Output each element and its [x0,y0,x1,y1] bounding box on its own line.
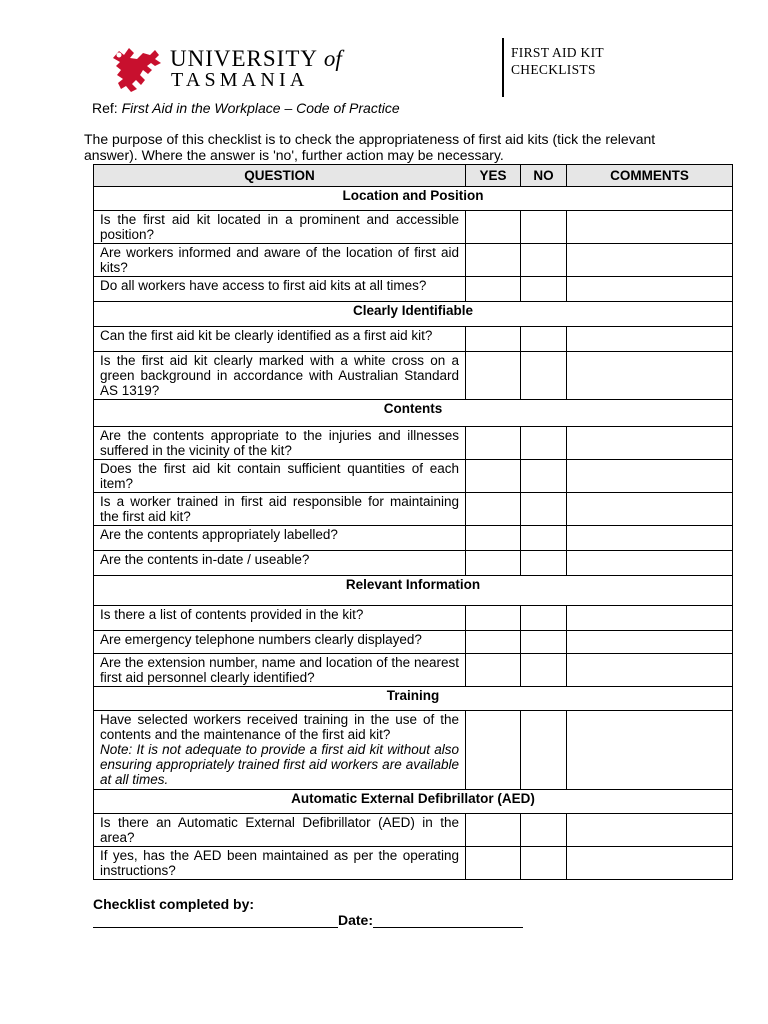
table-row [94,460,733,493]
no-cell[interactable] [521,526,567,551]
question-text: Are the contents appropriate to the injuries and illnesses suffered in the vicinity of the kit? [100,428,459,458]
yes-cell[interactable] [466,493,521,526]
table-body [94,187,733,880]
question-cell [94,427,466,460]
section-row [94,187,733,211]
no-cell[interactable] [521,631,567,654]
section-row [94,790,733,814]
comments-cell[interactable] [567,211,733,244]
training-note: Note: It is not adequate to provide a first aid kit without also ensuring appropriately trained first aid workers are available at all times. [100,742,459,787]
table-row [94,551,733,576]
question-text: Are emergency telephone numbers clearly displayed? [100,632,422,647]
reference-line: Ref: First Aid in the Workplace – Code of Practice [92,100,400,116]
question-text: Are workers informed and aware of the location of first aid kits? [100,245,459,275]
question-cell [94,277,466,302]
no-cell[interactable] [521,277,567,302]
header-divider [502,38,504,97]
document-title: FIRST AID KIT CHECKLISTS [511,45,604,77]
yes-cell[interactable] [466,327,521,352]
no-cell[interactable] [521,654,567,687]
logo-tasmania-text: TASMANIA [171,69,309,91]
table-row [94,244,733,277]
reference-document: First Aid in the Workplace – Code of Practice [121,100,400,116]
table-row [94,526,733,551]
question-text: Have selected workers received training in the use of the contents and the maintenance of the first aid kit? [100,712,459,742]
comments-cell[interactable] [567,427,733,460]
date-field[interactable] [373,913,523,928]
question-cell [94,460,466,493]
question-cell [94,814,466,847]
question-text: Do all workers have access to first aid kits at all times? [100,278,427,293]
section-title: Contents [94,400,733,427]
table-row [94,654,733,687]
section-row [94,400,733,427]
table-row [94,847,733,880]
question-cell [94,631,466,654]
header-comments: COMMENTS [567,165,733,187]
signature-line [93,912,523,928]
yes-cell[interactable] [466,526,521,551]
question-cell [94,551,466,576]
no-cell[interactable] [521,427,567,460]
comments-cell[interactable] [567,493,733,526]
table-row [94,352,733,400]
question-text: Are the contents appropriately labelled? [100,527,338,542]
comments-cell[interactable] [567,606,733,631]
yes-cell[interactable] [466,654,521,687]
lion-crest-icon [110,44,166,94]
comments-cell[interactable] [567,814,733,847]
question-text: Is there a list of contents provided in the kit? [100,607,364,622]
header-question: QUESTION [94,165,466,187]
no-cell[interactable] [521,493,567,526]
completed-by-label: Checklist completed by: [93,896,255,912]
comments-cell[interactable] [567,460,733,493]
question-cell [94,711,466,790]
question-cell [94,493,466,526]
question-text: Is a worker trained in first aid responsible for maintaining the first aid kit? [100,494,459,524]
section-title: Location and Position [94,187,733,211]
no-cell[interactable] [521,606,567,631]
no-cell[interactable] [521,460,567,493]
header-yes: YES [466,165,521,187]
no-cell[interactable] [521,244,567,277]
question-cell [94,654,466,687]
date-label: Date: [338,912,374,928]
table-row [94,814,733,847]
yes-cell[interactable] [466,244,521,277]
question-text: If yes, has the AED been maintained as per the operating instructions? [100,848,459,878]
yes-cell[interactable] [466,427,521,460]
question-cell [94,211,466,244]
comments-cell[interactable] [567,277,733,302]
table-row [94,493,733,526]
question-cell [94,606,466,631]
table-row [94,211,733,244]
logo-university-text: UNIVERSITY of [170,46,342,71]
yes-cell[interactable] [466,631,521,654]
question-cell [94,847,466,880]
table-row [94,631,733,654]
section-title: Clearly Identifiable [94,302,733,327]
no-cell[interactable] [521,352,567,400]
header-no: NO [521,165,567,187]
yes-cell[interactable] [466,211,521,244]
no-cell[interactable] [521,551,567,576]
yes-cell[interactable] [466,711,521,790]
question-text: Is the first aid kit clearly marked with a white cross on a green background in accordance with Australian Standard AS 1319? [100,353,459,398]
comments-cell[interactable] [567,654,733,687]
question-text: Are the contents in-date / useable? [100,552,310,567]
completed-by-field[interactable] [93,913,338,928]
comments-cell[interactable] [567,847,733,880]
comments-cell[interactable] [567,631,733,654]
comments-cell[interactable] [567,327,733,352]
section-row [94,302,733,327]
table-row [94,606,733,631]
question-text: Are the extension number, name and location of the nearest first aid personnel clearly identified? [100,655,459,685]
section-title: Training [94,687,733,711]
comments-cell[interactable] [567,526,733,551]
purpose-text: The purpose of this checklist is to check the appropriateness of first aid kits (tick the relevant answer). Where the answer is 'no', further action may be necessary. [84,131,656,163]
question-cell [94,526,466,551]
section-row [94,687,733,711]
comments-cell[interactable] [567,551,733,576]
no-cell[interactable] [521,211,567,244]
section-title: Relevant Information [94,576,733,606]
question-text: Can the first aid kit be clearly identified as a first aid kit? [100,328,433,343]
no-cell[interactable] [521,711,567,790]
no-cell[interactable] [521,814,567,847]
yes-cell[interactable] [466,460,521,493]
yes-cell[interactable] [466,814,521,847]
question-cell [94,327,466,352]
question-text: Is the first aid kit located in a prominent and accessible position? [100,212,459,242]
table-row [94,277,733,302]
table-header-row [94,165,733,187]
yes-cell[interactable] [466,277,521,302]
section-row [94,576,733,606]
yes-cell[interactable] [466,606,521,631]
checklist-table [93,164,733,880]
no-cell[interactable] [521,847,567,880]
comments-cell[interactable] [567,711,733,790]
question-cell [94,244,466,277]
question-text: Does the first aid kit contain sufficient quantities of each item? [100,461,459,491]
comments-cell[interactable] [567,244,733,277]
table-row [94,711,733,790]
section-title: Automatic External Defibrillator (AED) [94,790,733,814]
yes-cell[interactable] [466,847,521,880]
yes-cell[interactable] [466,352,521,400]
comments-cell[interactable] [567,352,733,400]
university-logo [110,44,350,94]
yes-cell[interactable] [466,551,521,576]
no-cell[interactable] [521,327,567,352]
table-row [94,427,733,460]
table-row [94,327,733,352]
question-text: Is there an Automatic External Defibrillator (AED) in the area? [100,815,459,845]
question-cell [94,352,466,400]
